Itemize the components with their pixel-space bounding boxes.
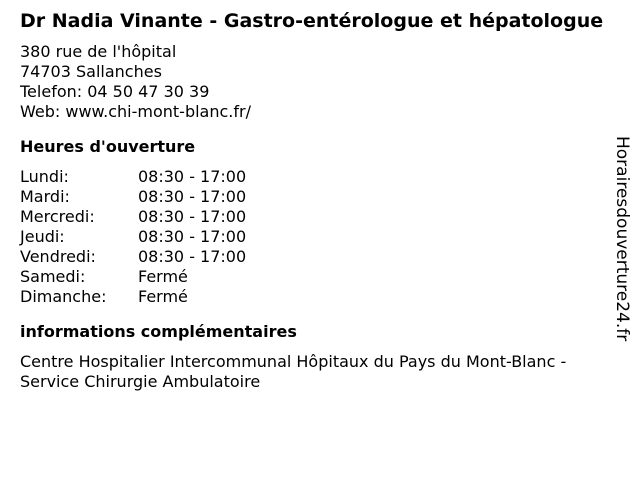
hours-day: Lundi: — [20, 167, 69, 186]
hours-day: Mardi: — [20, 187, 70, 206]
hours-day: Samedi: — [20, 267, 86, 286]
hours-time: 08:30 - 17:00 — [138, 227, 247, 246]
hours-time: Fermé — [138, 267, 188, 286]
hours-row-thursday — [20, 227, 610, 247]
business-listing — [20, 10, 610, 392]
city-postcode: 74703 Sallanches — [20, 62, 162, 81]
hours-row-saturday — [20, 267, 610, 287]
website: Web: www.chi-mont-blanc.fr/ — [20, 102, 251, 121]
street-address: 380 rue de l'hôpital — [20, 42, 177, 61]
hours-day: Jeudi: — [20, 227, 65, 246]
hours-row-tuesday — [20, 187, 610, 207]
opening-hours-heading: Heures d'ouverture — [20, 137, 196, 156]
hours-day: Dimanche: — [20, 287, 107, 306]
additional-info-text: Centre Hospitalier Intercommunal Hôpitaux du Pays du Mont-Blanc - Service Chirurgie Ambulatoire — [20, 352, 567, 391]
hours-row-sunday — [20, 287, 610, 307]
hours-time: Fermé — [138, 287, 188, 306]
hours-row-monday — [20, 167, 610, 187]
hours-day: Vendredi: — [20, 247, 96, 266]
hours-time: 08:30 - 17:00 — [138, 167, 247, 186]
site-watermark: Horairesdouverture24.fr — [612, 136, 632, 342]
hours-row-friday — [20, 247, 610, 267]
opening-hours-table — [20, 167, 610, 307]
page-title: Dr Nadia Vinante - Gastro-entérologue et hépatologue — [20, 10, 604, 32]
hours-row-wednesday — [20, 207, 610, 227]
hours-time: 08:30 - 17:00 — [138, 187, 247, 206]
additional-info-heading: informations complémentaires — [20, 322, 297, 341]
hours-day: Mercredi: — [20, 207, 95, 226]
address-block — [20, 42, 610, 122]
hours-time: 08:30 - 17:00 — [138, 247, 247, 266]
phone-number: Telefon: 04 50 47 30 39 — [20, 82, 210, 101]
hours-time: 08:30 - 17:00 — [138, 207, 247, 226]
